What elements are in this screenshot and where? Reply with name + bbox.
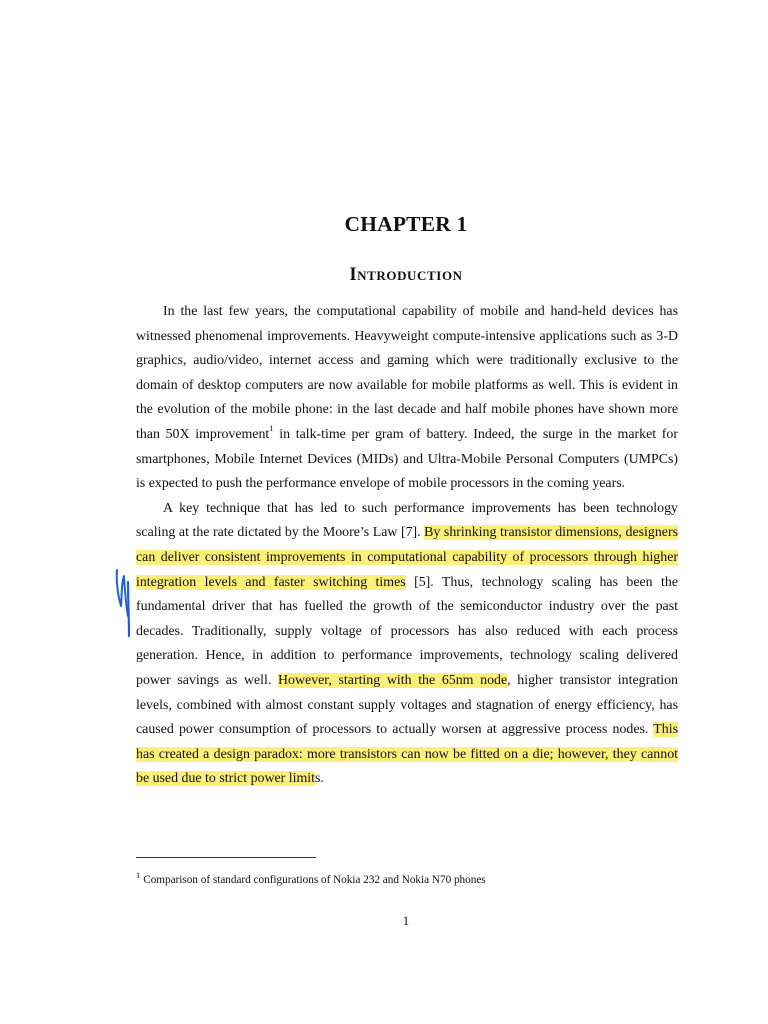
paragraph-2-text-continued-2: , higher transistor integration levels, combined with almost constant supply voltages and stagnation of energy efficiency, has caused power consumption of processors to actually worsen at aggressive process nodes. [136, 672, 678, 738]
paragraph-1-text-continued: in talk-time per gram of battery. Indeed, the surge in the market for smartphones, Mobile Internet Devices (MIDs) and Ultra-Mobile Personal Computers (UMPCs) is expected to push the performance envelope of mobile processors in the coming years. [136, 426, 678, 492]
chapter-title: Introduction [349, 265, 463, 285]
paragraph-1-text: In the last few years, the computational capability of mobile and hand-held devices has witnessed phenomenal improvements. Heavyweight compute-intensive applications such as 3-D graphics, audio/video, internet access and gaming which were traditionally exclusive to the domain of desktop computers are now available for mobile platforms as well. This is evident in the evolution of the mobile phone: in the last decade and half mobile phones have shown more than 50X improvement [136, 304, 678, 442]
highlighted-passage-2: However, starting with the 65nm node [278, 672, 508, 688]
highlighted-passage-1: By shrinking transistor dimensions, designers can deliver consistent improvements in computational capability of processors through higher integration levels and faster switching times [136, 525, 678, 590]
highlighted-passage-3: This has created a design paradox: more transistors can now be fitted on a die; however, they cannot be used due to strict power limit [136, 722, 678, 787]
paragraph-2-text-continued: [5]. Thus, technology scaling has been the fundamental driver that has fuelled the growth of the semiconductor industry over the past decades. Traditionally, supply voltage of processors has also reduced with each process generation. Hence, in addition to performance improvements, technology scaling delivered power savings as well. [136, 574, 678, 688]
chapter-number: CHAPTER 1 [344, 212, 468, 236]
paragraph-2-text-end: s. [315, 771, 324, 787]
body-text [136, 300, 678, 792]
paragraph-1 [136, 300, 678, 497]
pen-margin-mark-icon [110, 562, 134, 642]
footnote-text: Comparison of standard configurations of Nokia 232 and Nokia N70 phones [143, 874, 486, 886]
paragraph-2 [136, 497, 678, 792]
page-number: 1 [402, 913, 410, 928]
paragraph-2-text: A key technique that has led to such performance improvements has been technology scaling at the rate dictated by the Moore’s Law [7]. [136, 500, 678, 541]
footnote-reference: 1 [269, 422, 274, 433]
footnote-marker: 1 [136, 870, 141, 880]
footnote-divider [136, 857, 316, 858]
footnote [136, 872, 696, 888]
